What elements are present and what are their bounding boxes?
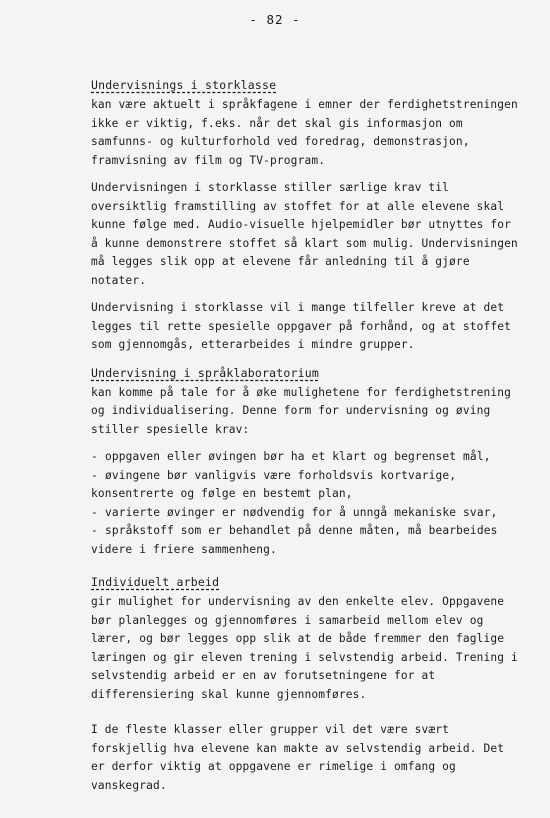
dash-bullet: - [91,468,98,482]
dash-bullet: - [91,505,98,519]
dash-bullet: - [91,450,98,463]
paragraph: kan være aktuelt i språkfagene i emner der ferdighetstreningen ikke er viktig, f.eks. når det skal gis informasjon om samfunns- og kulturforhold ved foredrag, demonstrasjon, framvisning av film og TV-program. [91,98,518,167]
list-item: - oppgaven eller øvingen bør ha et klart og begrenset mål, [91,448,521,467]
document-body [91,76,521,804]
section-heading: Undervisnings i storklasse [91,78,277,92]
requirements-list [91,448,521,559]
section-storklasse [91,76,521,355]
paragraph: kan komme på tale for å øke mulighetene for ferdighetstrening og individualisering. Denne form for undervisning og øving stiller spesielle krav: [91,385,512,436]
section-spraklaboratorium [91,364,521,560]
list-item: - språkstoff som er behandlet på denne måten, må bearbeides videre i friere sammenheng. [91,524,498,556]
page-number: - 82 - [249,12,301,27]
paragraph: Undervisning i storklasse vil i mange tilfeller kreve at det legges til rette spesielle oppgaver på forhånd, og at stoffet som gjennomgås, etterarbeides i mindre grupper. [91,301,512,351]
section-heading: Individuelt arbeid [91,575,220,589]
paragraph: Undervisningen i storklasse stiller særlige krav til oversiktlig framstilling av stoffet for at alle elevene skal kunne følge med. Audio-visuelle hjelpemidler bør utnyttes for å kunne demonstrere stoffet så klart som mulig. Undervisningen må legges slik opp at elevene får anledning til å gjøre notater. [91,181,518,287]
section-heading: Undervisning i språklaboratorium [91,365,319,380]
dash-bullet: - [91,524,98,537]
paragraph: I de fleste klasser eller grupper vil det være svært forskjellig hva elevene kan makte av selvstendig arbeid. Det er derfor viktig at oppgavene er rimelige i omfang og vanskegrad. [91,723,505,792]
section-individuelt-arbeid [91,573,521,795]
list-item: - varierte øvinger er nødvendig for å unngå mekaniske svar, [91,504,521,523]
paragraph: gir mulighet for undervisning av den enkelte elev. Oppgavene bør planlegges og gjennomføres i samarbeid mellom elev og lærer, og bør legges opp slik at de både fremmer den faglige læringen og gir eleven trening i selvstendig arbeid. Trening i selvstendig arbeid er en av forutsetningene for at differensiering skal kunne gjennomføres. [91,595,518,701]
list-item: - øvingene bør vanligvis være forholdsvis kortvarige, konsentrerte og følge en bestemt plan, [91,468,457,500]
